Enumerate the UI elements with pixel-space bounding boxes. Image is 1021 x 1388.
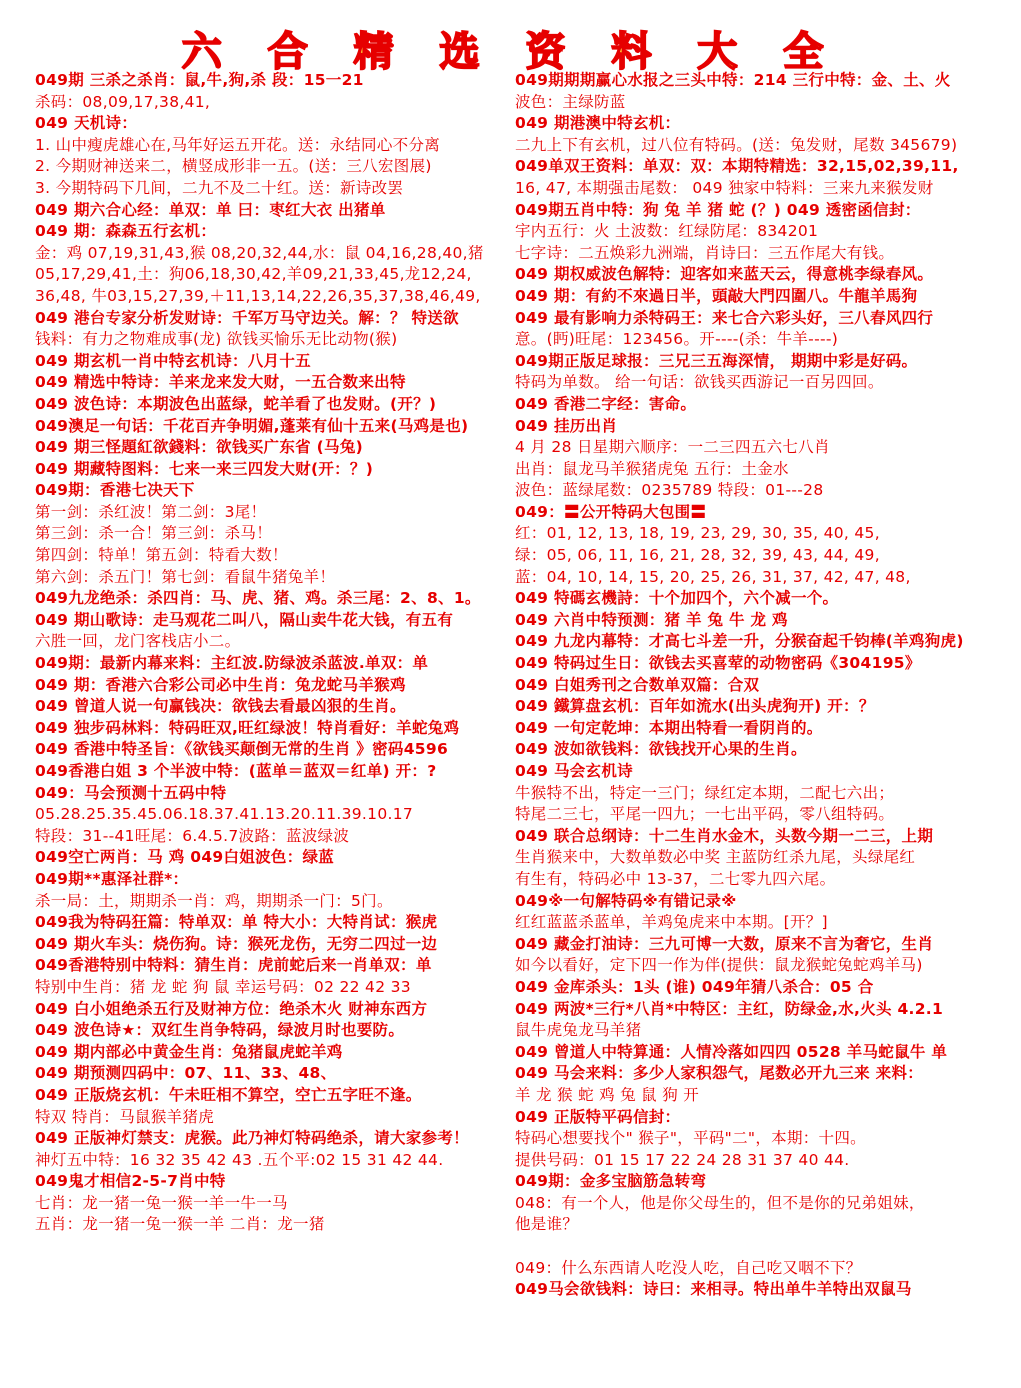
left-text-line: 049 期：香港六合彩公司必中生肖：兔龙蛇马羊猴鸡	[35, 675, 406, 694]
right-text-line: 048：有一个人，他是你父母生的，但不是你的兄弟姐妹，	[515, 1193, 925, 1212]
right-text-line: 049 正版特平码信封：	[515, 1107, 681, 1126]
left-text-line: 神灯五中特：16 32 35 42 43 .五个平:02 15 31 42 44.	[35, 1150, 444, 1169]
right-text-line: 16, 47, 本期强击尾数： 049 独家中特料：三来九来猴发财	[515, 178, 934, 197]
right-text-line: 049 藏金打油诗：三九可博一大数，原来不言为奢它，生肖	[515, 934, 934, 953]
left-text-line: 049九龙绝杀：杀四肖：马、虎、猪、鸡。杀三尾：2、8、1。	[35, 589, 481, 608]
left-text-line: 049期 三杀之杀肖：鼠,牛,狗,杀 段：15一21	[35, 71, 364, 89]
right-text-line: 049：什么东西请人吃没人吃，自己吃又咽不下？	[515, 1258, 862, 1277]
right-text-line: 049 一句定乾坤：本期出特看一看阴肖的。	[515, 718, 823, 737]
left-text-line: 第三剑：杀一合！第三剑：杀马！	[35, 524, 273, 543]
left-text-line: 049期：香港七决天下	[35, 481, 195, 500]
left-text-line: 049 期预测四码中：07、11、33、48、	[35, 1064, 337, 1083]
right-text-line: 七字诗：二五焕彩九洲端，肖诗曰：三五作尾大有钱。	[515, 243, 895, 262]
right-text-line: 羊 龙 猴 蛇 鸡 兔 鼠 狗 开	[515, 1085, 700, 1104]
left-text-line: 049鬼才相信2-5-7肖中特	[35, 1172, 226, 1191]
left-text-line: 特双 特肖：马鼠猴羊猪虎	[35, 1107, 215, 1126]
left-text-line: 特段：31--41旺尾：6.4.5.7波路：蓝波绿波	[35, 826, 350, 845]
left-text-line: 049 期火车头：烧伤狗。诗：猴死龙伤，无穷二四过一边	[35, 934, 438, 953]
left-text-line: 七肖：龙一猪一兔一猴一羊一牛一马	[35, 1193, 288, 1212]
right-text-line: 049 特碼玄機詩：十个加四个，六个减一个。	[515, 589, 839, 608]
right-text-line: 特码心想要找个" 猴子"，平码"二"，本期：十四。	[515, 1129, 866, 1148]
right-text-line: 049马会欲钱料：诗曰：来相寻。特出单牛羊特出双鼠马	[515, 1280, 912, 1299]
right-text-line: 特码为单数。 给一句话：欲钱买西游记一百另四回。	[515, 373, 884, 392]
left-text-line: 杀一局：土，期期杀一肖：鸡，期期杀一门：5门。	[35, 891, 393, 910]
right-text-line: 049 香港二字经：害命。	[515, 394, 697, 413]
right-text-line: 有生有，特码必中 13-37，二七零九四六尾。	[515, 869, 836, 888]
left-text-line: 049期**惠泽社群*：	[35, 869, 189, 888]
right-text-line: 049 期：有約不來過日半，頭敲大門四圍八。牛龍羊馬狗	[515, 286, 918, 305]
left-text-line: 049 期藏特图料：七来一来三四发大财(开：？)	[35, 459, 374, 478]
right-text-line: 二九上下有玄机，过八位有特码。(送：兔发财，尾数 345679)	[515, 135, 958, 154]
left-text-line: 049 白小姐绝杀五行及财神方位：绝杀木火 财神东西方	[35, 999, 428, 1018]
right-text-line: 红红蓝蓝杀蓝单，羊鸡兔虎来中本期。[开？]	[515, 913, 828, 932]
right-text-line: 049 特码过生日：欲钱去买喜荤的动物密码《304195》	[515, 654, 921, 673]
right-text-line: 提供号码：01 15 17 22 24 28 31 37 40 44.	[515, 1150, 850, 1169]
left-text-line: 特别中生肖：猪 龙 蛇 狗 鼠 幸运号码：02 22 42 33	[35, 977, 411, 996]
page-title-bar	[0, 22, 1021, 74]
left-text-line: 第四剑：特单！第五剑：特看大数！	[35, 546, 288, 565]
left-text-line: 36,48, 牛03,15,27,39,＋11,13,14,22,26,35,37,38,46,49,	[35, 286, 481, 305]
right-text-line: 049 联合总纲诗：十二生肖水金木，头数今期一二三，上期	[515, 826, 934, 845]
right-text-line: 049 鐵算盘玄机：百年如流水(出头虎狗开) 开：？	[515, 697, 875, 716]
left-text-line: 049澳足一句话：千花百卉争明媚,蓬莱有仙十五来(马鸡是也)	[35, 416, 469, 435]
left-text-line: 049 波色诗：本期波色出蓝绿，蛇羊看了也发财。(开？)	[35, 394, 437, 413]
left-text-line: 049 港台专家分析发财诗：千军万马守边关。解：？ 特送欲	[35, 308, 459, 327]
right-text-line: 049 金库杀头：1头 (谁) 049年猜八杀合：05 合	[515, 977, 874, 996]
left-text-line: 049 香港中特圣旨：《欲钱买颠倒无常的生肖 》密码4596	[35, 740, 449, 759]
right-text-line: 049 白姐秀刊之合数单双篇：合双	[515, 675, 760, 694]
left-text-line: 049香港白姐 3 个半波中特：(蓝单＝蓝双＝红单) 开：?	[35, 762, 437, 780]
left-text-line: 049 正版烧玄机：午未旺相不算空，空亡五字旺不逢。	[35, 1085, 422, 1104]
right-text-line: 049 马会来料：多少人家积怨气，尾数必开九三来 来料：	[515, 1064, 924, 1083]
right-text-line: 049 波如欲钱料：欲钱找开心果的生肖。	[515, 740, 807, 759]
right-text-line: 4 月 28 日星期六顺序：一二三四五六七八肖	[515, 438, 830, 457]
right-text-line: 意。(眄)旺尾：123456。开----(杀：牛羊----)	[515, 330, 839, 349]
right-text-line: 049：〓公开特码大包围〓	[515, 502, 707, 521]
left-text-line: 049 正版神灯禁支：虎猴。此乃神灯特码绝杀，请大家参考！	[35, 1129, 469, 1148]
page-title: 六 合 精 选 资 料 大 全	[181, 27, 840, 75]
left-text-line: 049 曾道人说一句赢钱决：欲钱去看最凶狠的生肖。	[35, 697, 406, 716]
left-text-line: 049 期六合心经：单双：单 曰：枣红大衣 出猪单	[35, 200, 386, 219]
left-text-line: 第一剑：杀红波！第二剑：3尾！	[35, 502, 267, 521]
right-text-line: 049 六肖中特预测：猪 羊 兔 牛 龙 鸡	[515, 610, 788, 629]
right-text-line: 049 最有影响力杀特码王：来七合六彩头好，三八春风四行	[515, 308, 934, 327]
left-text-line: 049 期玄机一肖中特玄机诗：八月十五	[35, 351, 311, 370]
left-text-line: 2. 今期财神送来二，横竖成形非一五。(送：三八宏图展)	[35, 157, 432, 176]
left-text-line: 049：马会预测十五码中特	[35, 783, 227, 802]
left-text-line: 1. 山中瘦虎雄心在,马年好运五开花。送：永结同心不分离	[35, 135, 441, 154]
left-text-line: 第六剑：杀五门！第七剑：看鼠牛猪兔羊！	[35, 567, 336, 586]
right-text-line: 049 九龙内幕特：才高七斗差一升，分猴奋起千钧棒(羊鸡狗虎)	[515, 632, 964, 651]
left-text-line: 049香港特别中特料：猜生肖：虎前蛇后来一肖单双：单	[35, 956, 432, 975]
right-text-line: 生肖猴来中，大数单数必中奖 主蓝防红杀九尾，头绿尾红	[515, 848, 916, 867]
left-text-line: 049空亡两肖：马 鸡 049白姐波色：绿蓝	[35, 848, 335, 867]
left-text-line: 049 期三怪題紅欲錢料：欲钱买广东省 (马兔)	[35, 438, 364, 457]
right-text-line: 绿：05, 06, 11, 16, 21, 28, 32, 39, 43, 44, 49,	[515, 546, 880, 565]
left-text-line: 049 期内部必中黄金生肖：兔猪鼠虎蛇羊鸡	[35, 1042, 343, 1061]
left-column	[35, 70, 505, 1236]
right-text-line: 049期：金多宝脑筋急转弯	[515, 1172, 707, 1191]
right-text-line	[515, 1236, 995, 1258]
left-text-line: 049期：最新内幕来料：主红波.防绿波杀蓝波.单双：单	[35, 654, 429, 673]
left-text-line: 3. 今期特码下几间，二九不及二十红。送：新诗改罢	[35, 178, 404, 197]
right-text-line: 波色：主绿防蓝	[515, 92, 626, 111]
left-text-line: 049 期山歌诗：走马观花二叫八，隔山卖牛花大钱，有五有	[35, 610, 454, 629]
left-text-line: 金：鸡 07,19,31,43,猴 08,20,32,44,水：鼠 04,16,28,40,猪	[35, 243, 484, 262]
right-text-line: 鼠牛虎兔龙马羊猪	[515, 1021, 642, 1040]
left-text-line: 049 精选中特诗：羊来龙来发大财，一五合数来出特	[35, 373, 406, 392]
left-text-line: 六胜一回，龙门客栈店小二。	[35, 632, 241, 651]
right-text-line: 牛猴特不出，特定一三门；绿红定本期，二配七六出；	[515, 783, 895, 802]
right-text-line: 出肖：鼠龙马羊猴猪虎兔 五行：土金水	[515, 459, 789, 478]
right-text-line: 红：01, 12, 13, 18, 19, 23, 29, 30, 35, 40, 45,	[515, 524, 880, 543]
right-text-line: 049期正版足球报：三兄三五海深情， 期期中彩是好码。	[515, 351, 918, 370]
left-text-line: 049 独步码林料：特码旺双,旺红绿波！特肖看好：羊蛇兔鸡	[35, 718, 460, 737]
right-column	[515, 70, 995, 1301]
right-text-line: 049 曾道人中特算通：人情冷落如四四 0528 羊马蛇鼠牛 单	[515, 1042, 948, 1061]
right-text-line: 049 马会玄机诗	[515, 762, 633, 780]
right-text-line: 049 期权威波色解特：迎客如来蓝天云，得意桃李绿春风。	[515, 265, 934, 284]
right-text-line: 宇内五行：火 土波数：红绿防尾：834201	[515, 222, 819, 241]
left-text-line: 049 天机诗：	[35, 114, 138, 133]
right-text-line: 049 期港澳中特玄机：	[515, 114, 681, 133]
right-text-line: 049 挂历出肖	[515, 416, 618, 435]
left-text-line: 049 期：森森五行玄机：	[35, 222, 217, 241]
left-text-line: 05.28.25.35.45.06.18.37.41.13.20.11.39.10.17	[35, 805, 414, 824]
left-text-line: 杀码：08,09,17,38,41,	[35, 92, 211, 111]
right-text-line: 049 两波*三行*八肖*中特区：主红，防绿金,水,火头 4.2.1	[515, 999, 944, 1018]
left-text-line: 05,17,29,41,土：狗06,18,30,42,羊09,21,33,45,龙12,24,	[35, 265, 472, 284]
left-text-line: 钱料：有力之物难成事(龙) 欲钱买愉乐无比动物(猴)	[35, 330, 398, 349]
left-text-line: 五肖：龙一猪一兔一猴一羊 二肖：龙一猪	[35, 1215, 325, 1234]
right-text-line: 049期期期赢心水报之三头中特：214 三行中特：金、土、火	[515, 71, 951, 89]
left-text-line: 049 波色诗★：双红生肖争特码，绿波月时也要防。	[35, 1021, 405, 1040]
right-text-line: 他是谁？	[515, 1215, 579, 1234]
right-text-line: 波色：蓝绿尾数：0235789 特段：01---28	[515, 481, 824, 500]
right-text-line: 049※一句解特码※有错记录※	[515, 891, 737, 910]
right-text-line: 049单双王资料：单双：双：本期特精选：32,15,02,39,11,	[515, 157, 959, 176]
right-text-line: 蓝：04, 10, 14, 15, 20, 25, 26, 31, 37, 42, 47, 48,	[515, 567, 911, 586]
right-text-line: 特尾二三七，平尾一四九；一七出平码，零八组特码。	[515, 805, 895, 824]
right-text-line: 049期五肖中特：狗 兔 羊 猪 蛇 (？) 049 透密函信封：	[515, 200, 921, 219]
right-text-line: 如今以看好，定下四一作为伴(提供：鼠龙猴蛇兔蛇鸡羊马)	[515, 956, 923, 975]
left-text-line: 049我为特码狂篇：特单双：单 特大小：大特肖试：猴虎	[35, 913, 438, 932]
